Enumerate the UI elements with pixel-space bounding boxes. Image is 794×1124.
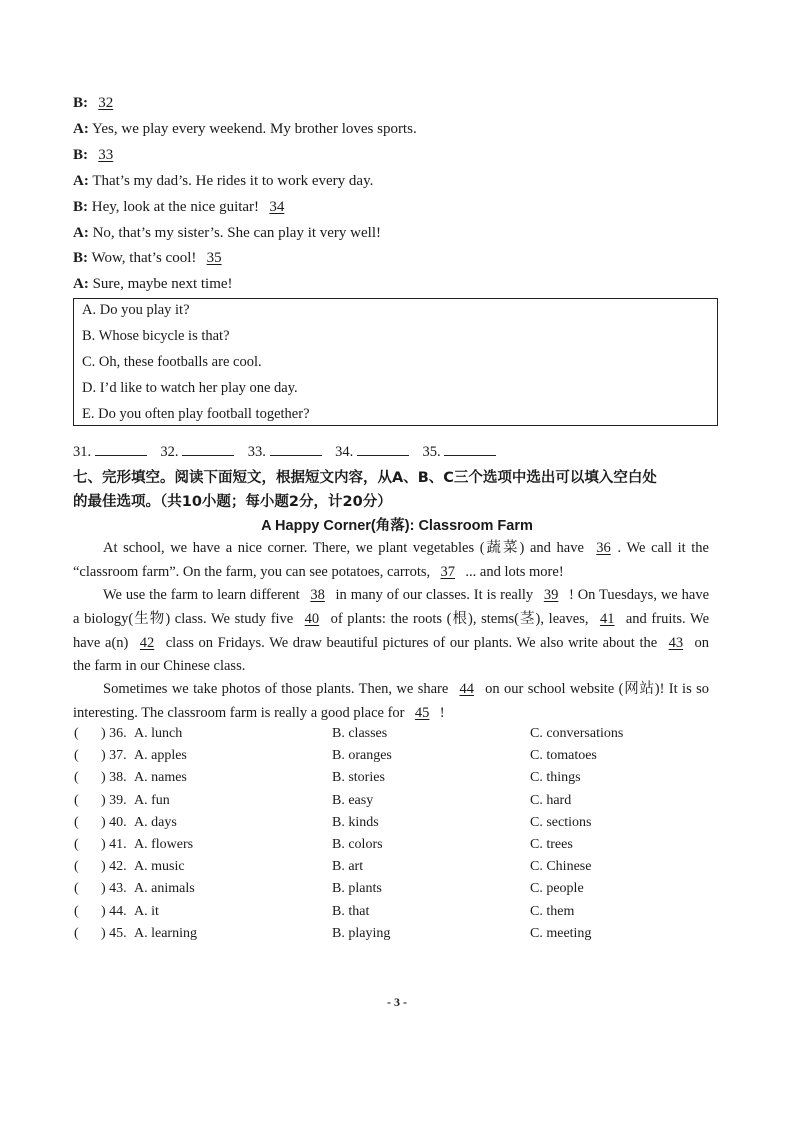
passage-paragraph-3: Sometimes we take photos of those plants. Then, we share 44 on our school website (网站)! It is so interesting. The classroom farm is really a good place for 45 ! <box>73 678 709 726</box>
answer-bracket[interactable]: ( <box>74 837 79 852</box>
dialogue-line: A: Sure, maybe next time! <box>73 276 233 292</box>
choice-a[interactable]: A. it <box>134 904 159 919</box>
blank-37[interactable]: 37 <box>440 563 456 580</box>
choice-c[interactable]: C. sections <box>530 815 592 830</box>
speaker-label: A: <box>73 173 89 189</box>
choice-a[interactable]: A. animals <box>134 881 195 896</box>
answer-row <box>73 443 506 461</box>
answer-bracket[interactable]: ( <box>74 726 79 741</box>
choice-c[interactable]: C. hard <box>530 793 572 808</box>
passage-title: A Happy Corner(角落): Classroom Farm <box>261 518 533 534</box>
choice-b[interactable]: B. oranges <box>332 748 392 763</box>
answer-bracket[interactable]: ( <box>74 793 79 808</box>
answer-bracket[interactable]: ( <box>74 881 79 896</box>
choice-a[interactable]: A. fun <box>134 793 170 808</box>
speaker-label: B: <box>73 147 88 163</box>
answer-bracket[interactable]: ( <box>74 770 79 785</box>
passage-paragraph-1: At school, we have a nice corner. There, we plant vegetables (蔬菜) and have 36 . We call it the “classroom farm”. On the farm, you can see potatoes, carrots, 37 ... and lots more! <box>73 537 709 585</box>
question-number: ) 43. <box>101 881 127 896</box>
choice-b[interactable]: B. classes <box>332 726 388 741</box>
section-heading: 七、完形填空。阅读下面短文，根据短文内容，从A、B、C三个选项中选出可以填入空白处 <box>73 470 657 486</box>
choice-c[interactable]: C. tomatoes <box>530 748 597 763</box>
option-d: D. I’d like to watch her play one day. <box>82 380 298 396</box>
choice-b[interactable]: B. easy <box>332 793 374 808</box>
speaker-label: B: <box>73 250 88 266</box>
options-box <box>73 298 718 426</box>
page-number: - 3 - <box>387 995 407 1009</box>
blank-43[interactable]: 43 <box>668 634 684 651</box>
dialogue-line: A: That’s my dad’s. He rides it to work every day. <box>73 173 374 189</box>
blank-32[interactable]: 32 <box>98 95 114 111</box>
choice-a[interactable]: A. flowers <box>134 837 194 852</box>
question-number: ) 38. <box>101 770 127 785</box>
option-a: A. Do you play it? <box>82 302 190 318</box>
question-number: ) 39. <box>101 793 127 808</box>
question-number: ) 42. <box>101 859 127 874</box>
choice-c[interactable]: C. conversations <box>530 726 624 741</box>
answer-bracket[interactable]: ( <box>74 748 79 763</box>
choice-b[interactable]: B. stories <box>332 770 385 785</box>
choice-c[interactable]: C. Chinese <box>530 859 592 874</box>
answer-slot-34[interactable]: 34. <box>335 443 409 461</box>
blank-36[interactable]: 36 <box>596 540 611 556</box>
choice-c[interactable]: C. trees <box>530 837 573 852</box>
dialogue-line: A: No, that’s my sister’s. She can play it very well! <box>73 225 381 241</box>
blank-34[interactable]: 34 <box>269 199 285 215</box>
section-heading-cont: 的最佳选项。（共10小题；每小题2分，计20分） <box>73 494 392 510</box>
option-c: C. Oh, these footballs are cool. <box>82 354 262 370</box>
answer-slot-33[interactable]: 33. <box>248 443 322 461</box>
choice-b[interactable]: B. art <box>332 859 364 874</box>
dialogue-line: A: Yes, we play every weekend. My brother loves sports. <box>73 121 417 137</box>
answer-slot-32[interactable]: 32. <box>160 443 234 461</box>
speaker-label: B: <box>73 95 88 111</box>
blank-38[interactable]: 38 <box>310 587 325 603</box>
blank-41[interactable]: 41 <box>599 610 615 627</box>
answer-bracket[interactable]: ( <box>74 859 79 874</box>
choice-a[interactable]: A. lunch <box>134 726 183 741</box>
answer-bracket[interactable]: ( <box>74 815 79 830</box>
blank-45[interactable]: 45 <box>414 704 430 721</box>
blank-44[interactable]: 44 <box>459 681 474 697</box>
choice-a[interactable]: A. music <box>134 859 185 874</box>
answer-slot-31[interactable]: 31. <box>73 443 147 461</box>
answer-slot-35[interactable]: 35. <box>423 443 497 461</box>
dialogue-line: B: Hey, look at the nice guitar! 34 <box>73 198 291 216</box>
choice-b[interactable]: B. colors <box>332 837 383 852</box>
option-b: B. Whose bicycle is that? <box>82 328 230 344</box>
question-number: ) 40. <box>101 815 127 830</box>
speaker-label: A: <box>73 276 89 292</box>
blank-35[interactable]: 35 <box>206 250 222 266</box>
blank-33[interactable]: 33 <box>98 147 114 163</box>
choice-c[interactable]: C. them <box>530 904 575 919</box>
question-number: ) 44. <box>101 904 127 919</box>
answer-bracket[interactable]: ( <box>74 904 79 919</box>
dialogue-line <box>73 146 120 164</box>
speaker-label: A: <box>73 225 89 241</box>
answer-bracket[interactable]: ( <box>74 926 79 941</box>
choice-b[interactable]: B. that <box>332 904 370 919</box>
question-number: ) 37. <box>101 748 127 763</box>
choice-b[interactable]: B. kinds <box>332 815 379 830</box>
dialogue-line: B: Wow, that’s cool! 35 <box>73 249 228 267</box>
choice-a[interactable]: A. names <box>134 770 187 785</box>
passage-paragraph-2: We use the farm to learn different 38 in many of our classes. It is really 39 ! On Tuesdays, we have a biology(生物) class. We study five 40 of plants: the roots (根), stems(茎), leaves, 41 and fruits. We have a(n) 42 class on Fridays. We draw beautiful pictures of our plants. We also write about the 43 on the farm in our Chinese class. <box>73 584 709 679</box>
choice-a[interactable]: A. days <box>134 815 177 830</box>
blank-42[interactable]: 42 <box>139 634 155 651</box>
choice-c[interactable]: C. things <box>530 770 581 785</box>
question-number: ) 36. <box>101 726 127 741</box>
choice-a[interactable]: A. learning <box>134 926 197 941</box>
option-e: E. Do you often play football together? <box>82 406 310 422</box>
blank-40[interactable]: 40 <box>304 610 320 627</box>
blank-39[interactable]: 39 <box>543 587 559 603</box>
choice-b[interactable]: B. playing <box>332 926 391 941</box>
dialogue-line <box>73 94 120 112</box>
choice-c[interactable]: C. people <box>530 881 584 896</box>
speaker-label: A: <box>73 121 89 137</box>
choice-a[interactable]: A. apples <box>134 748 187 763</box>
speaker-label: B: <box>73 199 88 215</box>
question-number: ) 41. <box>101 837 127 852</box>
question-number: ) 45. <box>101 926 127 941</box>
choice-b[interactable]: B. plants <box>332 881 382 896</box>
choice-c[interactable]: C. meeting <box>530 926 592 941</box>
